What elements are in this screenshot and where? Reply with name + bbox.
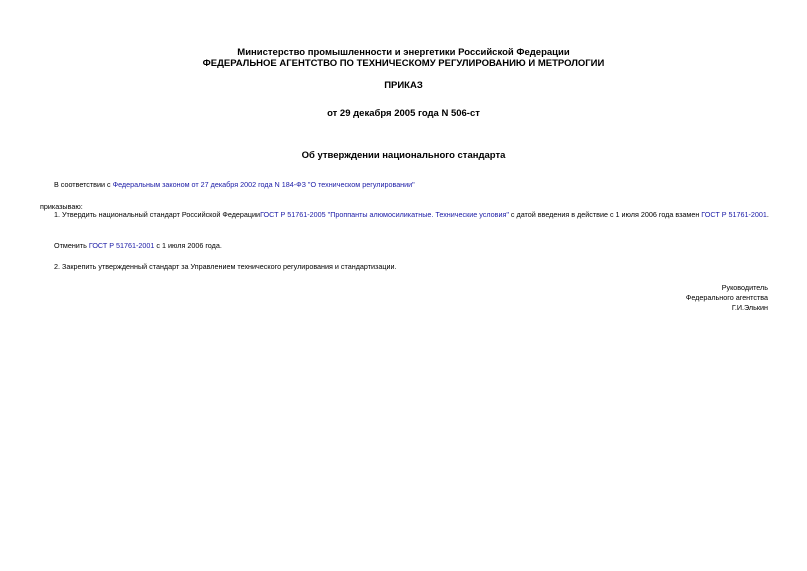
order-word: приказываю: <box>40 202 83 211</box>
agency-heading: ФЕДЕРАЛЬНОЕ АГЕНТСТВО ПО ТЕХНИЧЕСКОМУ РЕГУЛИРОВАНИЮ И МЕТРОЛОГИИ <box>202 58 605 69</box>
item1-suffix: . <box>766 210 769 219</box>
basis-paragraph <box>54 180 415 190</box>
cancel-paragraph <box>54 241 222 251</box>
ministry-heading: Министерство промышленности и энергетики Российской Федерации <box>237 47 570 58</box>
federal-law-link[interactable]: Федеральным законом от 27 декабря 2002 года N 184-ФЗ "О техническом регулировании" <box>112 180 415 189</box>
gost-2001-link[interactable]: ГОСТ Р 51761-2001 <box>701 210 767 219</box>
gost-2001-cancel-link[interactable]: ГОСТ Р 51761-2001 <box>88 241 155 250</box>
document-type-heading: ПРИКАЗ <box>384 80 423 91</box>
item1-middle: с датой введения в действие с 1 июля 2006 года взамен <box>508 210 702 219</box>
item1-paragraph <box>40 210 769 220</box>
document-date-number: от 29 декабря 2005 года N 506-ст <box>327 108 480 119</box>
cancel-suffix: с 1 июля 2006 года. <box>154 241 222 250</box>
document-subject: Об утверждении национального стандарта <box>301 150 506 161</box>
signature-title: Руководитель <box>721 283 768 292</box>
gost-2005-link[interactable]: ГОСТ Р 51761-2005 "Проппанты алюмосиликатные. Технические условия" <box>260 210 509 219</box>
basis-prefix: В соответствии с <box>54 180 113 189</box>
item1-prefix: 1. Утвердить национальный стандарт Российской Федерации <box>54 210 261 219</box>
item2-paragraph: 2. Закрепить утвержденный стандарт за Управлением технического регулирования и стандартизации. <box>54 262 397 271</box>
signature-name: Г.И.Элькин <box>731 303 768 312</box>
cancel-prefix: Отменить <box>54 241 89 250</box>
signature-agency: Федерального агентства <box>685 293 768 302</box>
